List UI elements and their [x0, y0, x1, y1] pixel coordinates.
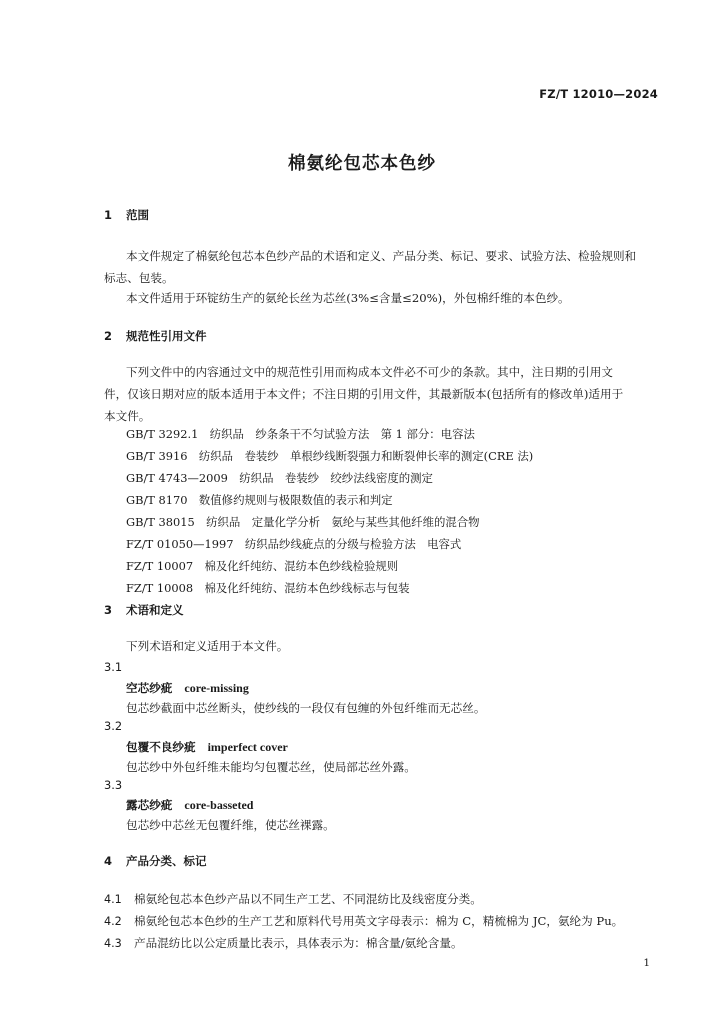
text-line: 标志、包装。: [104, 271, 174, 285]
section-4-title: 产品分类、标记: [126, 854, 207, 868]
page-number: 1: [643, 957, 650, 969]
section-2-heading: [104, 328, 207, 344]
clause-text: 棉氨纶包芯本色纱产品以不同生产工艺、不同混纺比及线密度分类。: [134, 892, 482, 906]
clause-number: 4.2: [104, 915, 122, 928]
term-entry: [126, 739, 288, 755]
term-definition: 包芯纱中外包纤维未能均匀包覆芯丝，使局部芯丝外露。: [126, 760, 416, 774]
term-number: 3.1: [104, 660, 123, 674]
section-3-intro: [104, 635, 662, 657]
section-3-heading: [104, 602, 184, 618]
term-number: 3.2: [104, 719, 123, 733]
term-chinese: 包覆不良纱疵: [126, 740, 196, 754]
section-3-number: 3: [104, 603, 113, 617]
section-3-title: 术语和定义: [126, 603, 184, 617]
section-1-heading: [104, 207, 149, 223]
text-line: 下列术语和定义适用于本文件。: [126, 639, 289, 653]
text-line: 件，仅该日期对应的版本适用于本文件；不注日期的引用文件，其最新版本(包括所有的修改单)适用于: [104, 387, 624, 401]
reference-item: GB/T 4743—2009 纺织品 卷装纱 绞纱法线密度的测定: [126, 471, 433, 485]
clause-item: [104, 935, 463, 951]
text-line: 本文件适用于环锭纺生产的氨纶长丝为芯丝(3%≤含量≤20%)，外包棉纤维的本色纱。: [126, 291, 570, 305]
term-english: imperfect cover: [207, 740, 288, 754]
reference-item: GB/T 3292.1 纺织品 纱条条干不匀试验方法 第 1 部分：电容法: [126, 427, 475, 441]
text-line: 本文件。: [104, 409, 151, 423]
term-entry: [126, 680, 249, 696]
reference-item: GB/T 8170 数值修约规则与极限数值的表示和判定: [126, 493, 393, 507]
section-1-number: 1: [104, 208, 113, 222]
standard-code: FZ/T 12010—2024: [539, 87, 658, 101]
clause-number: 4.3: [104, 937, 122, 950]
clause-item: [104, 913, 623, 929]
section-2-title: 规范性引用文件: [126, 329, 207, 343]
reference-item: FZ/T 01050—1997 纺织品纱线疵点的分级与检验方法 电容式: [126, 537, 462, 551]
text-line: 下列文件中的内容通过文中的规范性引用而构成本文件必不可少的条款。其中，注日期的引用文: [126, 365, 613, 379]
clause-text: 棉氨纶包芯本色纱的生产工艺和原料代号用英文字母表示：棉为 C，精梳棉为 JC，氨纶为 Pu。: [134, 914, 624, 928]
clause-item: [104, 891, 482, 907]
document-title: 棉氨纶包芯本色纱: [288, 154, 436, 174]
term-entry: [126, 797, 253, 813]
section-1-title: 范围: [126, 208, 149, 222]
term-definition: 包芯纱中芯丝无包覆纤维，使芯丝裸露。: [126, 818, 335, 832]
reference-item: GB/T 3916 纺织品 卷装纱 单根纱线断裂强力和断裂伸长率的测定(CRE 法): [126, 449, 534, 463]
section-4-number: 4: [104, 854, 113, 868]
reference-item: GB/T 38015 纺织品 定量化学分析 氨纶与某些其他纤维的混合物: [126, 515, 480, 529]
term-english: core-basseted: [184, 798, 254, 812]
term-number: 3.3: [104, 778, 123, 792]
reference-item: FZ/T 10008 棉及化纤纯纺、混纺本色纱线标志与包装: [126, 581, 410, 595]
clause-number: 4.1: [104, 893, 122, 906]
term-definition: 包芯纱截面中芯丝断头，使纱线的一段仅有包缠的外包纤维而无芯丝。: [126, 701, 486, 715]
section-1-paragraph-2: [104, 287, 662, 309]
text-line: 本文件规定了棉氨纶包芯本色纱产品的术语和定义、产品分类、标记、要求、试验方法、检验规则和: [126, 249, 637, 263]
section-1-paragraph-1: [104, 245, 662, 289]
clause-text: 产品混纺比以公定质量比表示，具体表示为：棉含量/氨纶含量。: [134, 936, 463, 950]
section-4-heading: [104, 853, 207, 869]
section-2-intro: [104, 361, 662, 427]
section-2-number: 2: [104, 329, 113, 343]
reference-item: FZ/T 10007 棉及化纤纯纺、混纺本色纱线检验规则: [126, 559, 399, 573]
term-english: core-missing: [184, 681, 249, 695]
term-chinese: 露芯纱疵: [126, 798, 173, 812]
term-chinese: 空芯纱疵: [126, 681, 173, 695]
